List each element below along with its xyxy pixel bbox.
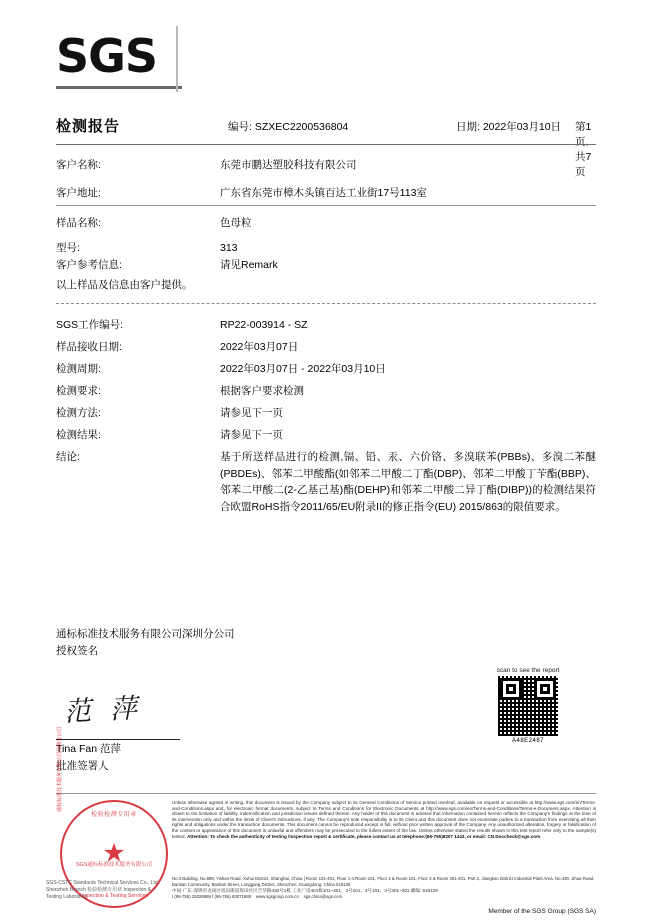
conclusion-value: 基于所送样品进行的检测,镉、铅、汞、六价铬、多溴联苯(PBBs)、多溴二苯醚(PBDEs)、邻苯二甲酸酯(如邻苯二甲酸二丁酯(DBP)、邻苯二甲酸丁苄酯(BBP)、邻苯二甲酸二(2-乙基己基)酯(DEHP)和邻苯二甲酸二异丁酯(DIBP))的检测结果符合欧盟RoHS指令2011/65/EU附录II的修正指令(EU) 2015/863的限值要求。 (220, 451, 596, 513)
footer-contact (172, 894, 596, 900)
job-no-label: SGS工作编号: (56, 319, 124, 331)
signature-company-block (56, 626, 235, 660)
report-number (228, 119, 348, 134)
stamp-center-text: SGS通标标准技术服务有限公司 (75, 862, 153, 868)
test-result-value: 请参见下一页 (220, 429, 283, 441)
stamp-caption-left: SGS-CSTC Standards Technical Services Co., Ltd. Shenzhen Branch 检验检测专用章 Inspection & Testing Laboratory (46, 880, 160, 900)
footer-address-cn: 中国·广东·深圳市龙岗区坂田街道坂田社区吉华路430号1栋 工业厂房401栋101~401、3号101、3号101、3号301~301 邮编: 518129 (172, 888, 438, 893)
job-no-value: RP22-003914 - SZ (220, 319, 308, 331)
page-count: 第1页,共7页 (575, 121, 592, 178)
report-date-value: 2022年03月10日 (482, 121, 562, 133)
footer-email[interactable]: sgs.china@sgs.com (303, 894, 343, 899)
handwritten-signature: 范 萍 (63, 692, 144, 728)
logo-underline (56, 86, 182, 89)
footer-disclaimer-text: Unless otherwise agreed in writing, this document is issued by the Company subject to its General Conditions of Service printed overleaf, available on request or accessible at http://www.sgs.com/en/Terms-and-Conditions.aspx and, for electronic format documents, subject to Terms and Conditions for Electronic Documents at http://www.sgs.com/en/Terms-and-Conditions/Terms-e-Document.aspx. Attention is drawn to the limitation of liability, indemnification and jurisdiction issues defined therein. Any holder of this document is advised that information contained hereon reflects the Company's findings at the time of its intervention only and within the limits of Client's instructions, if any. The Company's sole responsibility is to its Client and this document does not exonerate parties to a transaction from exercising all their rights and obligations under the transaction documents. This document cannot be reproduced except in full, without prior written approval of the Company. Any unauthorized alteration, forgery or falsification of the content or appearance of this document is unlawful and offenders may be prosecuted to the fullest extent of the law. Unless otherwise stated the results shown in this test report refer only to the sample(s) tested. (172, 800, 596, 839)
report-date (456, 119, 561, 134)
customer-name-value: 东莞市鹏达塑胶科技有限公司 (220, 159, 357, 171)
footer-website[interactable]: www.sgsgroup.com.cn (255, 894, 299, 899)
signature-company: 通标标准技术服务有限公司深圳分公司 (56, 628, 235, 640)
stamp-arc-bottom: Inspection & Testing Services (80, 893, 148, 899)
customer-address-label: 客户地址: (56, 187, 101, 199)
sgs-logo-text: SGS (56, 29, 158, 83)
sample-name-label: 样品名称: (56, 217, 101, 229)
star-icon: ★ (102, 837, 126, 868)
stamp-side-label: 通标标准技术服务有限公司深圳分公司 (57, 726, 63, 812)
divider-under-title (56, 144, 596, 145)
signatory-name: Tina Fan 范萍 (56, 743, 121, 755)
report-number-value: SZXEC2200536804 (254, 121, 349, 133)
qr-code-id: A48E2487 (511, 738, 545, 744)
qr-caption: scan to see the report (496, 667, 560, 674)
footer-divider (56, 793, 596, 794)
divider-sample (56, 303, 596, 304)
footer-phone: t (86-755) 25328888 f (86-755) 83071888 (172, 894, 252, 899)
signature-line (56, 739, 180, 740)
report-number-label: 编号: (228, 121, 252, 133)
customer-address-value: 广东省东莞市樟木头镇百达工业街17号113室 (220, 187, 427, 199)
sample-name-value: 色母粒 (220, 217, 252, 229)
divider-customer (56, 205, 596, 206)
test-requirement-label: 检测要求: (56, 385, 101, 397)
logo-divider (176, 26, 178, 92)
conclusion-label: 结论: (56, 451, 80, 463)
qr-code-icon[interactable] (498, 676, 558, 736)
test-period-label: 检测周期: (56, 363, 101, 375)
page-title: 检测报告 (56, 118, 121, 135)
sample-model-label: 型号: (56, 242, 80, 254)
test-period-value: 2022年03月07日 - 2022年03月10日 (220, 363, 386, 375)
customer-name-label: 客户名称: (56, 159, 101, 171)
test-requirement-value: 根据客户要求检测 (220, 385, 304, 397)
sample-reference-value: 请见Remark (220, 259, 278, 271)
stamp-arc-top: 检验检测专用章 (91, 812, 137, 818)
received-date-label: 样品接收日期: (56, 341, 122, 353)
sample-model-value: 313 (220, 242, 238, 254)
footer-attention-text: Attention: To check the authenticity of testing /inspection report & certificate, please contact us at telephone:(86-755)8307 1443, or email: CN.Doccheck@sgs.com (187, 833, 541, 839)
report-date-label: 日期: (456, 121, 480, 133)
sample-note: 以上样品及信息由客户提供。 (56, 279, 193, 291)
footer-member: Member of the SGS Group (SGS SA) (488, 908, 596, 915)
signature-name-block (56, 741, 121, 775)
sample-reference-label: 客户参考信息: (56, 259, 122, 271)
test-method-label: 检测方法: (56, 407, 101, 419)
test-result-label: 检测结果: (56, 429, 101, 441)
signature-authorized-label: 授权签名 (56, 645, 98, 657)
footer-address (172, 876, 596, 900)
signatory-role: 批准签署人 (56, 760, 109, 772)
qr-block[interactable] (496, 667, 560, 744)
footer-disclaimer (172, 800, 596, 839)
sgs-logo (56, 30, 196, 90)
received-date-value: 2022年03月07日 (220, 341, 299, 353)
test-method-value: 请参见下一页 (220, 407, 283, 419)
footer-address-en: No.3 Building, No.889, Yishan Road, Xuhui District, Shanghai, China | Room 101-401, Floor 1-4,Room 101, Floor 2 & Room 101, Floor 3 & Room 301-401, Part 2, Jiangkou District Industrial Plant Area, No.430, Jihua Road, Bantian Community, Bantian Street, Longgang District, Shenzhen, Guangdong, China 518129 (172, 876, 595, 887)
